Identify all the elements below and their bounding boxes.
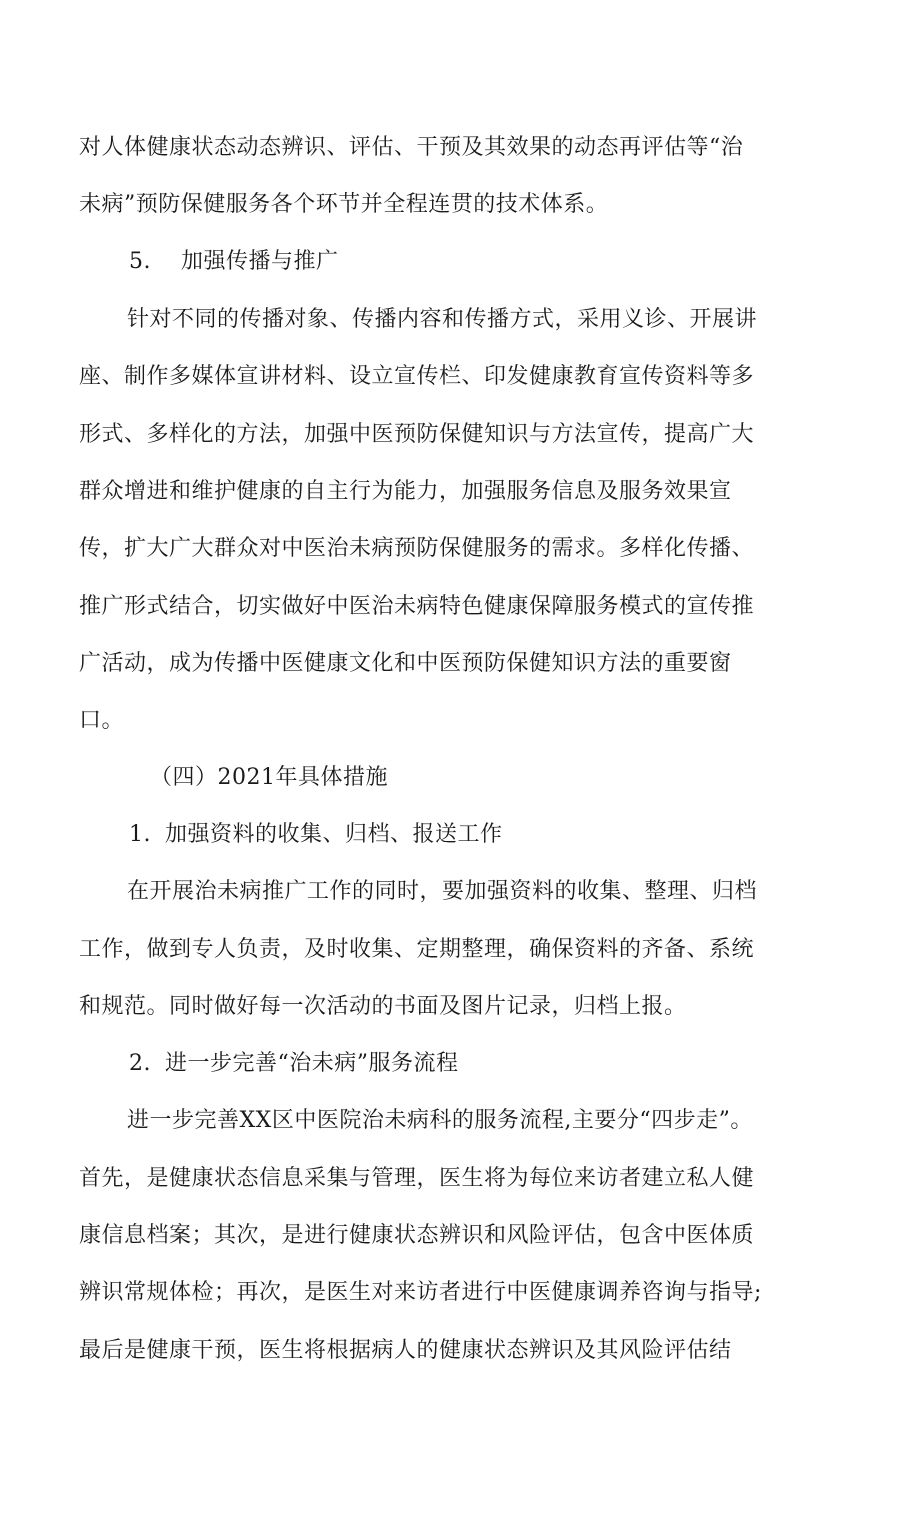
paragraph-archive-line-2: 工作，做到专人负责，及时收集、定期整理，确保资料的齐备、系统 xyxy=(79,937,755,962)
paragraph-intro-line-2: 未病”预防保健服务各个环节并全程连贯的技术体系。 xyxy=(79,192,609,217)
paragraph-archive-line-3: 和规范。同时做好每一次活动的书面及图片记录，归档上报。 xyxy=(79,994,687,1019)
paragraph-process-line-1: 进一步完善XX区中医院治未病科的服务流程,主要分“四步走”。 xyxy=(127,1108,753,1133)
paragraph-promotion-line-3: 形式、多样化的方法，加强中医预防保健知识与方法宣传，提高广大 xyxy=(79,422,755,447)
paragraph-process-line-5: 最后是健康干预，医生将根据病人的健康状态辨识及其风险评估结 xyxy=(79,1338,732,1363)
heading-5 xyxy=(129,247,339,277)
paragraph-archive-line-1: 在开展治未病推广工作的同时，要加强资料的收集、整理、归档 xyxy=(127,879,758,904)
heading-1-number: 1. xyxy=(129,822,151,847)
paragraph-promotion-line-5: 传，扩大广大群众对中医治未病预防保健服务的需求。多样化传播、 xyxy=(79,536,755,561)
paragraph-promotion-line-1: 针对不同的传播对象、传播内容和传播方式，采用义诊、开展讲 xyxy=(127,307,758,332)
paragraph-process-line-3: 康信息档案；其次，是进行健康状态辨识和风险评估，包含中医体质 xyxy=(79,1223,755,1248)
heading-2-number: 2. xyxy=(129,1051,151,1076)
section-4-heading: （四）2021年具体措施 xyxy=(150,765,388,790)
paragraph-promotion-line-8: 口。 xyxy=(79,708,125,733)
heading-1 xyxy=(129,820,503,850)
heading-5-number: 5. xyxy=(129,249,151,274)
paragraph-promotion-line-2: 座、制作多媒体宣讲材料、设立宣传栏、印发健康教育宣传资料等多 xyxy=(79,364,755,389)
paragraph-promotion-line-6: 推广形式结合，切实做好中医治未病特色健康保障服务模式的宣传推 xyxy=(79,594,755,619)
heading-2-title: 进一步完善“治未病”服务流程 xyxy=(165,1051,459,1076)
paragraph-process-line-4: 辨识常规体检；再次，是医生对来访者进行中医健康调养咨询与指导; xyxy=(79,1280,762,1305)
paragraph-process-line-2: 首先，是健康状态信息采集与管理，医生将为每位来访者建立私人健 xyxy=(79,1166,755,1191)
heading-1-title: 加强资料的收集、归档、报送工作 xyxy=(165,822,503,847)
paragraph-intro-line-1: 对人体健康状态动态辨识、评估、干预及其效果的动态再评估等“治 xyxy=(79,135,744,160)
paragraph-promotion-line-4: 群众增进和维护健康的自主行为能力，加强服务信息及服务效果宣 xyxy=(79,479,732,504)
heading-2 xyxy=(129,1049,459,1079)
paragraph-promotion-line-7: 广活动，成为传播中医健康文化和中医预防保健知识方法的重要窗 xyxy=(79,651,732,676)
heading-5-title: 加强传播与推广 xyxy=(181,249,339,274)
